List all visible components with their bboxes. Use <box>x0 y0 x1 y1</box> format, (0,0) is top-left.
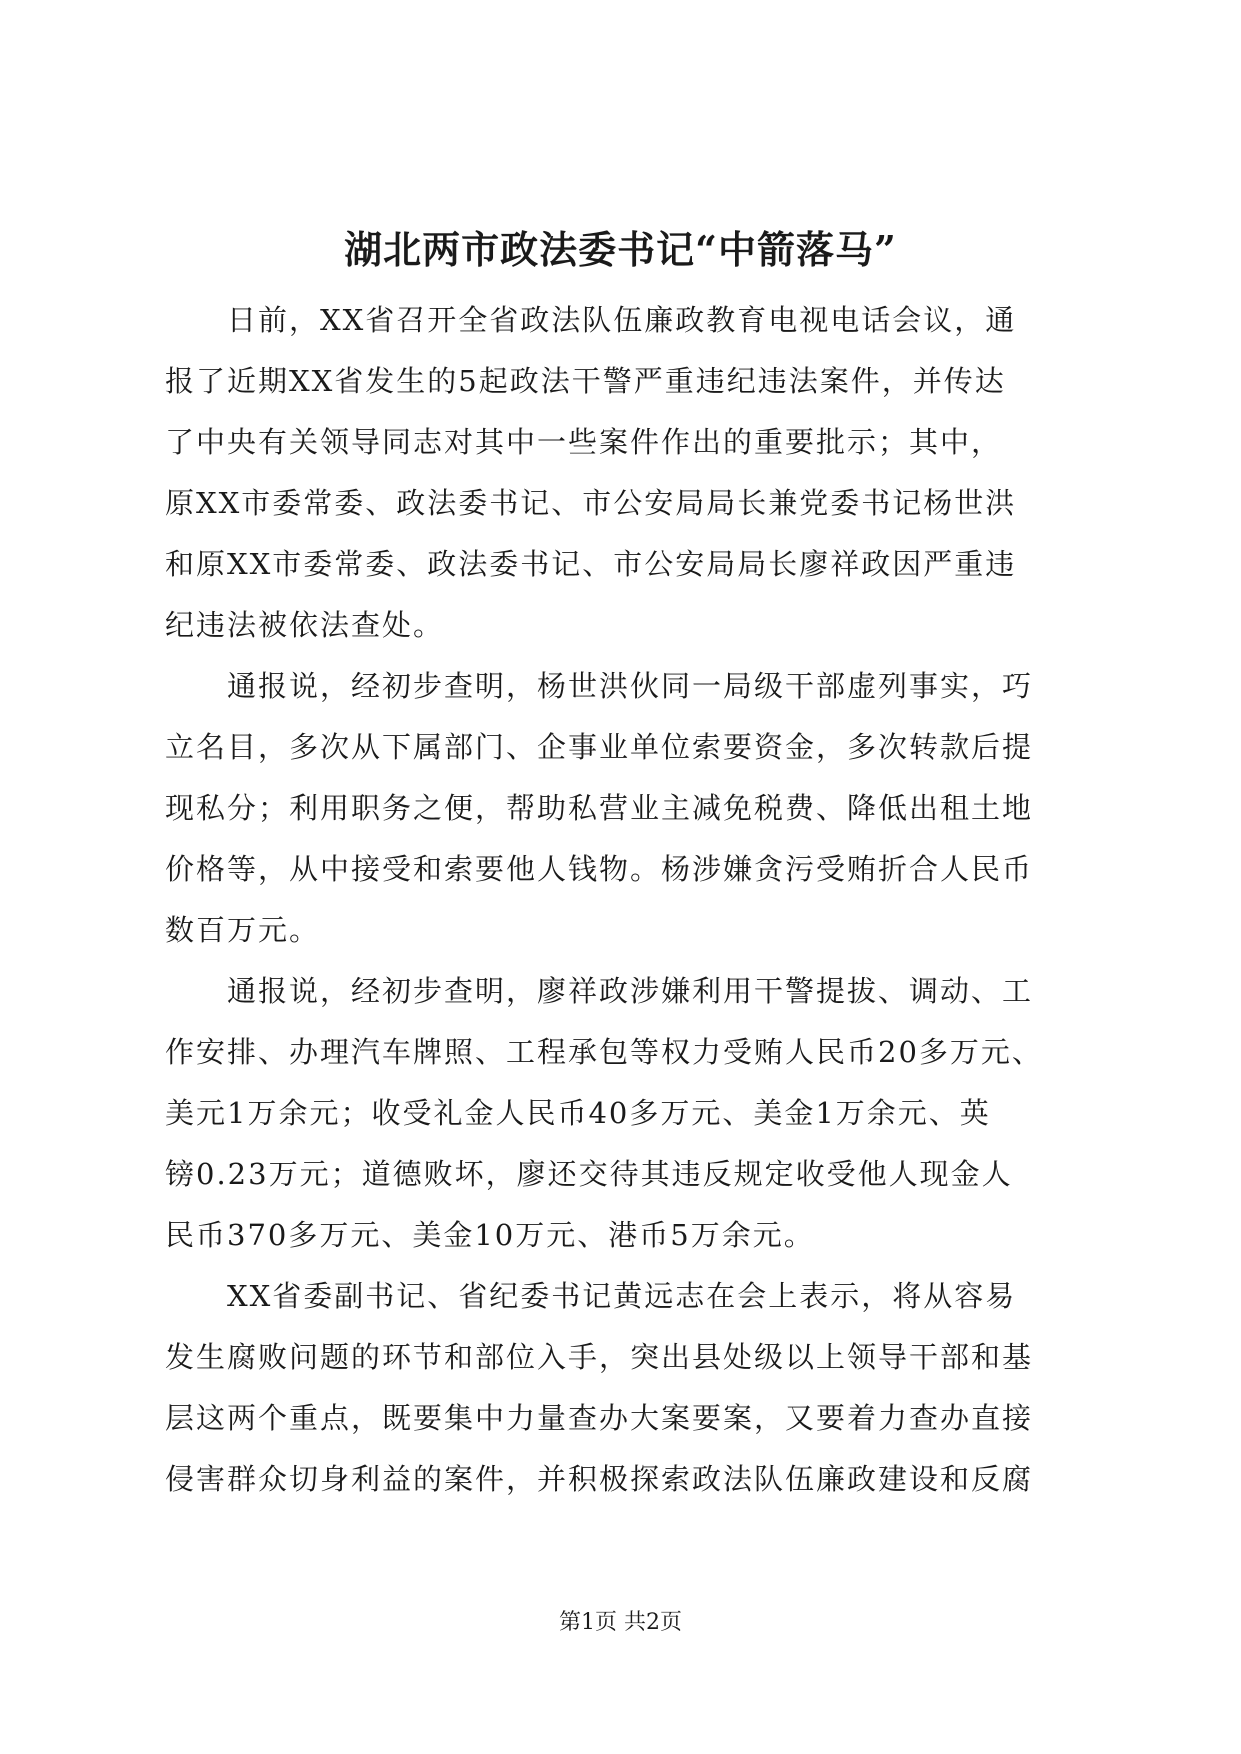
body-line: 原XX市委常委、政法委书记、市公安局局长兼党委书记杨世洪 <box>165 486 1017 520</box>
body-line: 和原XX市委常委、政法委书记、市公安局局长廖祥政因严重违 <box>165 547 1017 581</box>
body-line: XX省委副书记、省纪委书记黄远志在会上表示，将从容易 <box>165 1279 1017 1313</box>
body-line: 美元1万余元；收受礼金人民币40多万元、美金1万余元、英 <box>165 1096 991 1130</box>
body-line: 纪违法被依法查处。 <box>165 608 445 642</box>
body-line: 通报说，经初步查明，廖祥政涉嫌利用干警提拔、调动、工 <box>165 974 1034 1008</box>
body-line: 发生腐败问题的环节和部位入手，突出县处级以上领导干部和基 <box>165 1340 1034 1374</box>
body-line: 现私分；利用职务之便，帮助私营业主减免税费、降低出租土地 <box>165 791 1034 825</box>
body-line: 数百万元。 <box>165 913 321 947</box>
body-line: 镑0.23万元；道德败坏，廖还交待其违反规定收受他人现金人 <box>165 1157 1013 1191</box>
body-line: 日前，XX省召开全省政法队伍廉政教育电视电话会议，通 <box>165 303 1017 337</box>
body-line: 通报说，经初步查明，杨世洪伙同一局级干部虚列事实，巧 <box>165 669 1034 703</box>
body-line: 层这两个重点，既要集中力量查办大案要案，又要着力查办直接 <box>165 1401 1034 1435</box>
body-line: 报了近期XX省发生的5起政法干警严重违纪违法案件，并传达 <box>165 364 1006 398</box>
document-body <box>165 290 1080 1510</box>
body-line: 侵害群众切身利益的案件，并积极探索政法队伍廉政建设和反腐 <box>165 1462 1034 1496</box>
body-line: 作安排、办理汽车牌照、工程承包等权力受贿人民币20多万元、 <box>165 1035 1043 1069</box>
document-title: 湖北两市政法委书记“中箭落马” <box>344 227 897 272</box>
body-line: 立名目，多次从下属部门、企事业单位索要资金，多次转款后提 <box>165 730 1034 764</box>
body-line: 民币370多万元、美金10万元、港币5万余元。 <box>165 1218 815 1252</box>
body-line: 价格等，从中接受和索要他人钱物。杨涉嫌贪污受贿折合人民币 <box>165 852 1034 886</box>
page-number: 第1页 共2页 <box>559 1610 682 1635</box>
body-line: 了中央有关领导同志对其中一些案件作出的重要批示；其中， <box>165 425 1003 459</box>
